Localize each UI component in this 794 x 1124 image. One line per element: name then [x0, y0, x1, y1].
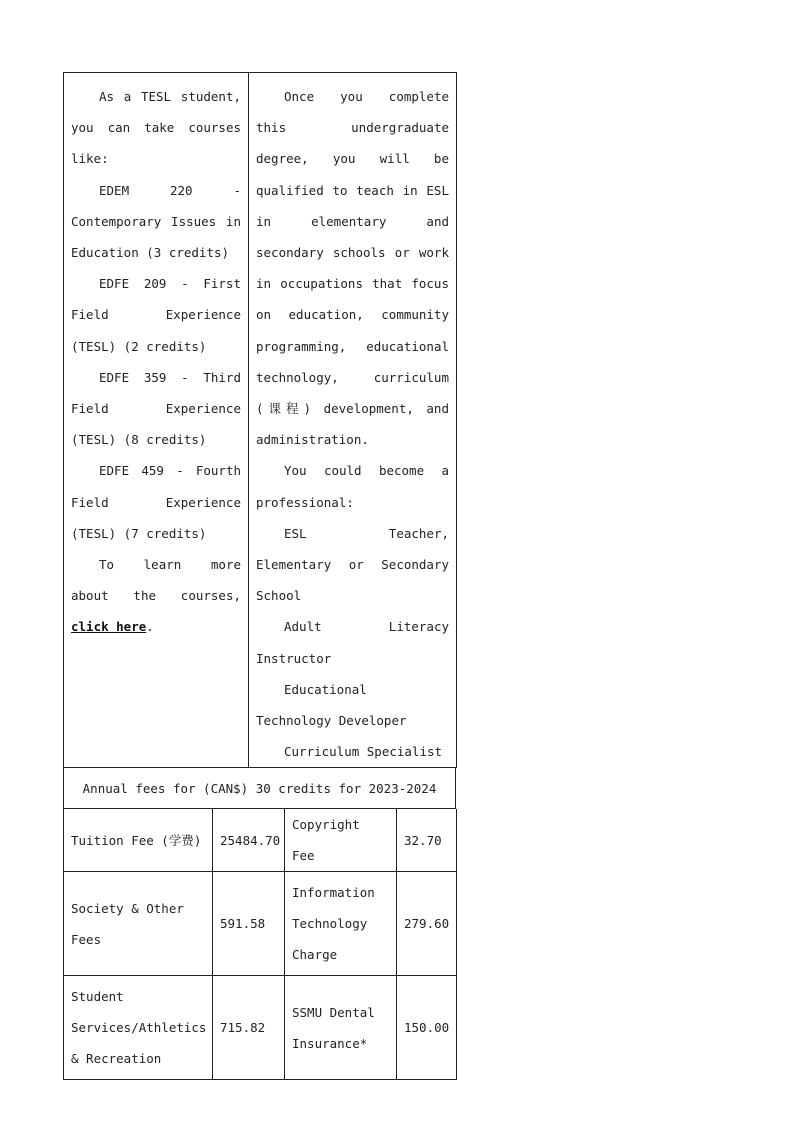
fees-header: Annual fees for (CAN$) 30 credits for 2023-2024 [64, 768, 456, 809]
program-info-table [63, 72, 457, 768]
fees-header-table [63, 768, 456, 809]
fee-label: SSMU Dental Insurance* [285, 976, 397, 1080]
learn-more-text [71, 549, 241, 643]
fee-value: 25484.70 [213, 809, 285, 872]
careers-cell [249, 73, 457, 768]
fee-label: Tuition Fee (学费) [64, 809, 213, 872]
learn-more-suffix: . [146, 619, 154, 635]
fee-label: Society & Other Fees [64, 872, 213, 976]
fee-value: 715.82 [213, 976, 285, 1080]
course-item: EDEM 220 - Contemporary Issues in Education (3 credits) [71, 182, 241, 261]
degree-outcome-text: Once you complete this undergraduate degree, you will be qualified to teach in ESL in elementary and secondary schools or work in occupations that focus on education, community programming, educational technology, curriculum (课程) development, and administration. [256, 89, 449, 448]
fee-label: Student Services/Athletics & Recreation [64, 976, 213, 1080]
document-sheet [63, 72, 456, 1080]
career-item: ESL Teacher, Elementary or Secondary School [256, 525, 449, 604]
table-row [64, 976, 457, 1080]
become-professional-text: You could become a professional: [256, 463, 449, 510]
fees-table [63, 809, 457, 1080]
fee-value: 150.00 [397, 976, 457, 1080]
course-item: EDFE 459 - Fourth Field Experience (TESL) (7 credits) [71, 463, 241, 541]
fee-label: Copyright Fee [285, 809, 397, 872]
table-row [64, 809, 457, 872]
course-item: EDFE 209 - First Field Experience (TESL) (2 credits) [71, 276, 241, 354]
courses-cell [64, 73, 249, 768]
career-item: Educational Technology Developer [256, 681, 407, 729]
fee-value: 32.70 [397, 809, 457, 872]
fee-value: 279.60 [397, 872, 457, 976]
table-row [64, 872, 457, 976]
career-item: Curriculum Specialist [284, 744, 443, 760]
career-item: Adult Literacy Instructor [256, 619, 449, 666]
fee-label: Information Technology Charge [285, 872, 397, 976]
course-item: EDFE 359 - Third Field Experience (TESL) (8 credits) [71, 369, 241, 448]
courses-intro: As a TESL student, you can take courses like: [71, 89, 241, 167]
fee-value: 591.58 [213, 872, 285, 976]
learn-more-prefix: To learn more about the courses, [71, 557, 241, 604]
click-here-link[interactable]: click here [71, 619, 147, 635]
